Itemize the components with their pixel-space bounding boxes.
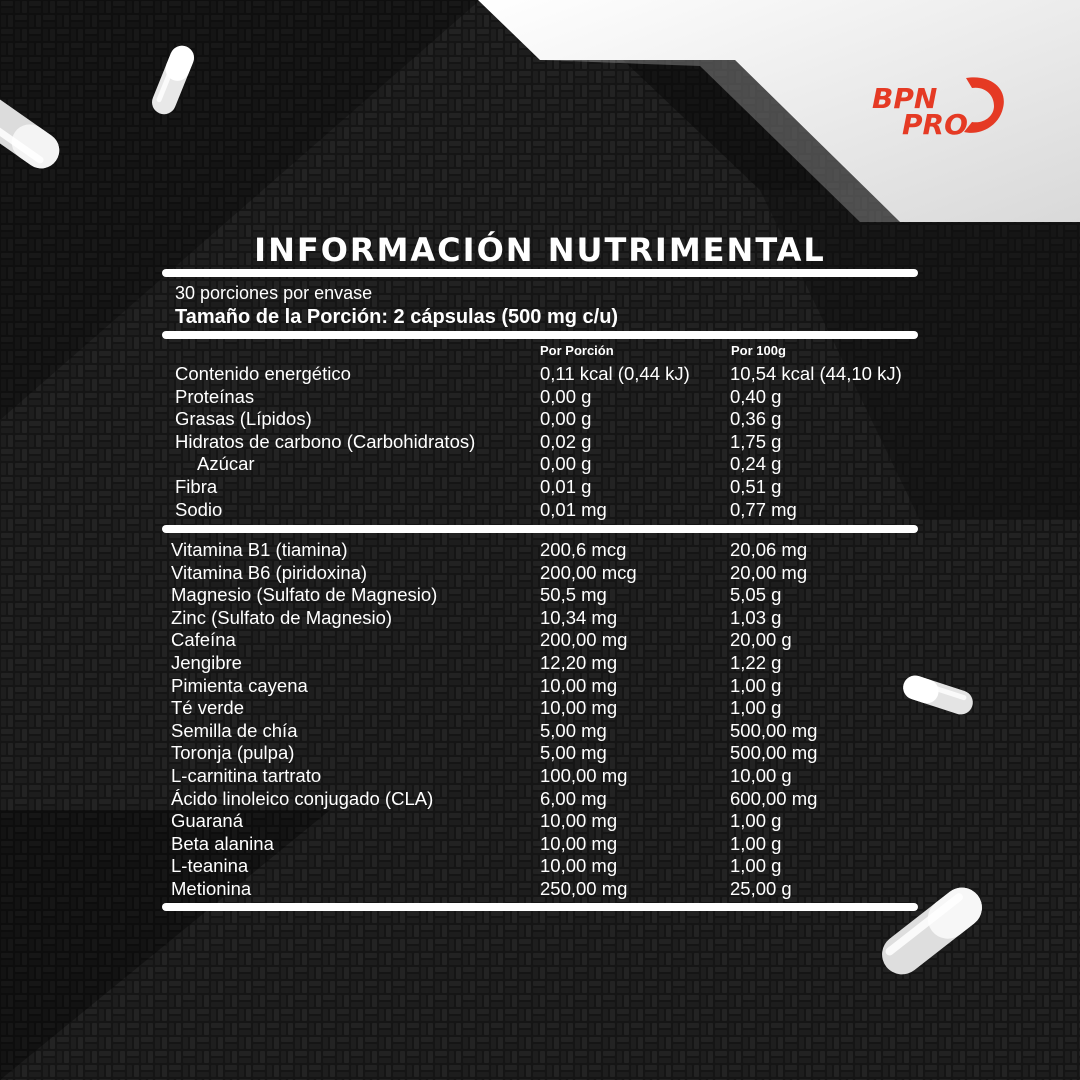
table-row	[171, 697, 930, 720]
per-100g-value: 1,22 g	[730, 651, 782, 673]
brand-logo	[868, 70, 1013, 140]
per-serving-value: 250,00 mg	[540, 877, 628, 899]
per-serving-value: 0,00 g	[540, 385, 592, 407]
per-serving-value: 5,00 mg	[540, 719, 607, 741]
table-row	[175, 476, 930, 499]
ingredient-name: Toronja (pulpa)	[171, 742, 295, 764]
per-100g-value: 10,00 g	[730, 764, 792, 786]
table-row	[171, 539, 930, 562]
per-serving-value: 10,00 mg	[540, 832, 618, 854]
divider	[162, 525, 918, 533]
per-100g-value: 25,00 g	[730, 877, 792, 899]
per-100g-value: 0,77 mg	[730, 498, 797, 520]
per-serving-value: 50,5 mg	[540, 584, 607, 606]
table-row	[171, 742, 930, 765]
divider	[162, 331, 918, 339]
per-100g-value: 1,00 g	[730, 674, 782, 696]
nutrient-name: Hidratos de carbono (Carbohidratos)	[175, 430, 476, 452]
table-row	[175, 408, 930, 431]
capsule-icon	[0, 82, 60, 182]
logo-line2: PRO	[902, 108, 968, 140]
ingredient-name: Beta alanina	[171, 832, 274, 854]
ingredient-name: Jengibre	[171, 651, 242, 673]
table-row	[175, 363, 930, 386]
per-100g-value: 1,00 g	[730, 832, 782, 854]
nutrient-name: Grasas (Lípidos)	[175, 408, 312, 430]
ingredients-table	[171, 539, 930, 901]
ingredient-name: Zinc (Sulfato de Magnesio)	[171, 606, 393, 628]
page-title: INFORMACIÓN NUTRIMENTAL	[254, 231, 826, 269]
table-row	[171, 562, 930, 585]
per-100g-value: 1,00 g	[730, 810, 782, 832]
per-serving-value: 10,00 mg	[540, 810, 618, 832]
per-100g-value: 20,06 mg	[730, 539, 808, 560]
per-100g-value: 500,00 mg	[730, 719, 818, 741]
per-serving-value: 10,00 mg	[540, 855, 618, 877]
macros-table	[175, 363, 930, 521]
table-row	[171, 607, 930, 630]
per-serving-value: 200,00 mcg	[540, 561, 637, 583]
per-serving-value: 10,00 mg	[540, 674, 618, 696]
ingredient-name: Metionina	[171, 877, 252, 899]
per-100g-value: 600,00 mg	[730, 787, 818, 809]
table-row	[175, 431, 930, 454]
per-100g-value: 5,05 g	[730, 584, 782, 606]
per-100g-value: 20,00 g	[730, 629, 792, 651]
serving-size: Tamaño de la Porción: 2 cápsulas (500 mg c/u)	[175, 306, 619, 328]
table-row	[171, 810, 930, 833]
logo-line1: BPN	[872, 82, 938, 115]
table-row	[171, 720, 930, 743]
table-row	[171, 765, 930, 788]
per-serving-value: 200,00 mg	[540, 629, 628, 651]
nutrient-name: Sodio	[175, 498, 223, 520]
table-row	[171, 788, 930, 811]
capsule-icon	[146, 40, 200, 120]
table-row	[175, 499, 930, 522]
ingredient-name: Pimienta cayena	[171, 674, 308, 696]
ingredient-name: Guaraná	[171, 810, 243, 832]
per-100g-value: 1,03 g	[730, 606, 782, 628]
per-100g-value: 10,54 kcal (44,10 kJ)	[730, 363, 902, 384]
per-100g-value: 20,00 mg	[730, 561, 808, 583]
per-serving-value: 0,11 kcal (0,44 kJ)	[540, 363, 690, 384]
per-serving-value: 200,6 mcg	[540, 539, 627, 560]
per-serving-value: 10,34 mg	[540, 606, 618, 628]
per-serving-value: 0,00 g	[540, 408, 592, 430]
table-row	[171, 584, 930, 607]
table-row	[175, 453, 930, 476]
servings-per-container: 30 porciones por envase	[175, 283, 373, 303]
ingredient-name: Magnesio (Sulfato de Magnesio)	[171, 584, 438, 606]
per-100g-value: 0,36 g	[730, 408, 782, 430]
ingredient-name: Ácido linoleico conjugado (CLA)	[171, 787, 434, 809]
table-row	[171, 652, 930, 675]
per-serving-value: 0,02 g	[540, 430, 592, 452]
serving-info	[175, 282, 618, 330]
per-100g-value: 1,75 g	[730, 430, 782, 452]
per-100g-value: 500,00 mg	[730, 742, 818, 764]
per-serving-value: 0,01 g	[540, 475, 592, 497]
per-serving-value: 100,00 mg	[540, 764, 628, 786]
per-100g-value: 1,00 g	[730, 855, 782, 877]
table-row	[171, 855, 930, 878]
per-100g-value: 0,24 g	[730, 453, 782, 475]
nutrient-name: Contenido energético	[175, 363, 351, 384]
per-100g-value: 0,40 g	[730, 385, 782, 407]
table-row	[171, 675, 930, 698]
per-serving-value: 5,00 mg	[540, 742, 607, 764]
ingredient-name: Té verde	[171, 697, 245, 719]
ingredient-name: L-carnitina tartrato	[171, 764, 322, 786]
column-header-per-serving: Por Porción	[540, 343, 614, 358]
ingredient-name: Semilla de chía	[171, 719, 298, 741]
nutrient-name: Azúcar	[197, 453, 255, 475]
divider	[162, 903, 918, 911]
per-100g-value: 1,00 g	[730, 697, 782, 719]
divider	[162, 269, 918, 277]
nutrient-name: Proteínas	[175, 385, 255, 407]
ingredient-name: Vitamina B6 (piridoxina)	[171, 561, 368, 583]
per-serving-value: 0,00 g	[540, 453, 592, 475]
per-serving-value: 10,00 mg	[540, 697, 618, 719]
table-row	[171, 833, 930, 856]
table-row	[171, 878, 930, 901]
ingredient-name: L-teanina	[171, 855, 249, 877]
per-100g-value: 0,51 g	[730, 475, 782, 497]
nutrient-name: Fibra	[175, 475, 218, 497]
per-serving-value: 0,01 mg	[540, 498, 607, 520]
per-serving-value: 6,00 mg	[540, 787, 607, 809]
table-row	[175, 386, 930, 409]
ingredient-name: Vitamina B1 (tiamina)	[171, 539, 348, 560]
ingredient-name: Cafeína	[171, 629, 236, 651]
per-serving-value: 12,20 mg	[540, 651, 618, 673]
column-header-per-100g: Por 100g	[731, 343, 786, 358]
table-row	[171, 629, 930, 652]
